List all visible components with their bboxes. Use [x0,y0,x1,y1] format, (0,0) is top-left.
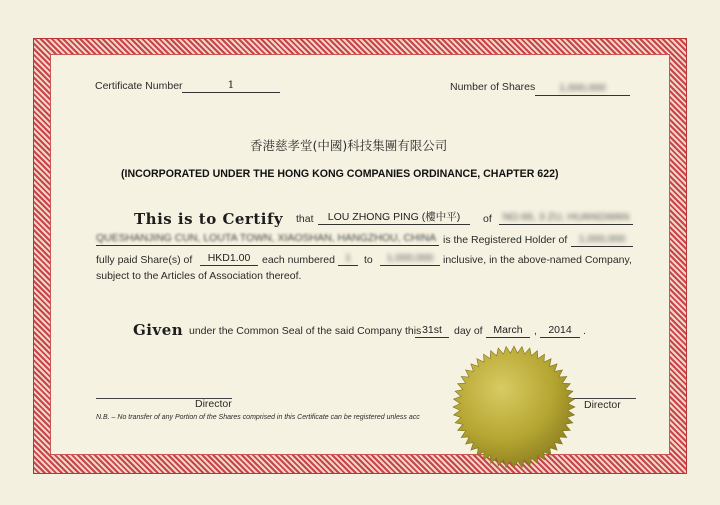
day-of-text: day of [454,325,483,337]
day-value: 31st [415,324,449,338]
inclusive-text: inclusive, in the above-named Company, [443,254,632,266]
number-of-shares-line [535,82,630,96]
number-to-field [380,252,440,266]
registered-holder-value: 1,000,000 [578,233,626,245]
company-name-cn: 香港慈孝堂(中國)科技集團有限公司 [250,138,448,153]
seal-text: under the Common Seal of the said Company this [189,325,422,337]
comma: , [534,325,537,337]
nb-note: N.B. – No transfer of any Portion of the Shares comprised in this Certificate can be registered unless acc [96,414,420,421]
that-word: that [296,213,314,225]
each-numbered-text: each numbered [262,254,335,266]
certificate-number-value: 1 [182,79,280,93]
director-left-label: Director [195,398,232,410]
given-heading: Given [133,321,184,339]
number-to: 1,000,000 [386,252,434,264]
subject-text: subject to the Articles of Association thereof. [96,270,302,282]
address-line-1-field [499,211,633,225]
holder-name: LOU ZHONG PING (樓中平) [318,211,470,225]
number-from-field [338,252,358,266]
certify-heading: This is to Certify [134,210,284,228]
year-value: 2014 [540,324,580,338]
certificate-number-label: Certificate Number [95,80,183,92]
incorporation-line: (INCORPORATED UNDER THE HONG KONG COMPANIES ORDINANCE, CHAPTER 622) [121,168,559,180]
fully-paid-text: fully paid Share(s) of [96,254,193,266]
number-from: 1 [345,252,351,264]
par-value: HKD1.00 [200,252,258,266]
director-right-label: Director [584,399,621,411]
number-of-shares-value: 1,000,000 [559,82,606,94]
registered-holder-field [571,233,633,247]
period: . [583,325,586,337]
month-value: March [486,324,530,338]
to-word: to [364,254,373,266]
of-word: of [483,213,492,225]
gold-seal-icon [452,345,576,469]
address-line-2: QUESHANJING CUN, LOUTA TOWN, XIAOSHAN, HANGZHOU, CHINA [96,232,437,244]
address-line-2-field [96,232,439,246]
registered-holder-text: is the Registered Holder of [443,234,568,246]
number-of-shares-label: Number of Shares [450,81,536,93]
address-line-1: NO.66, 3 ZU, HUANGWAN [502,211,630,223]
